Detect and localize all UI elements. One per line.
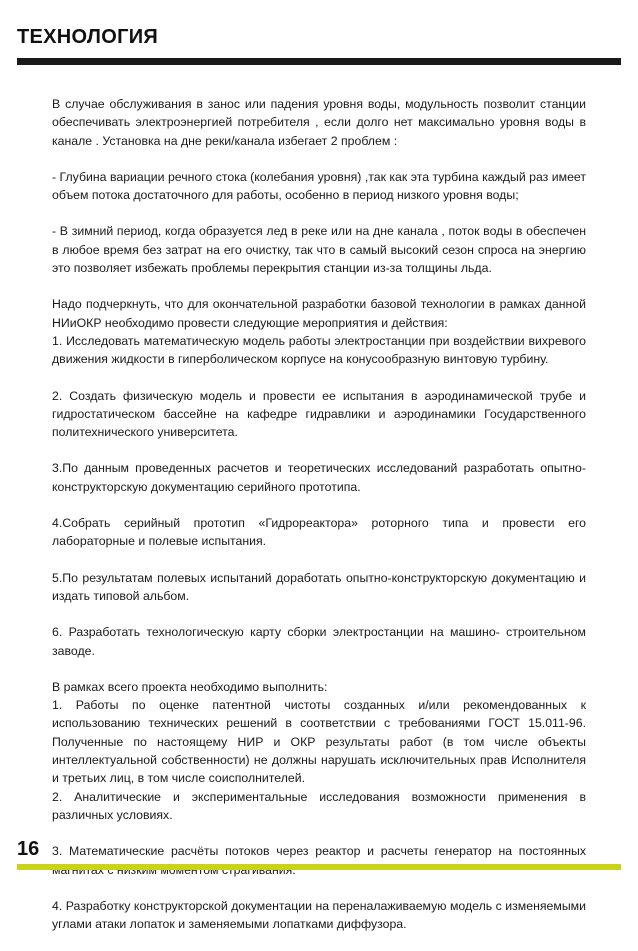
paragraph-project-item-3: 3. Математические расчёты потоков через реактор и расчеты генератор на постоянных bbox=[52, 844, 586, 859]
document-body bbox=[52, 95, 586, 951]
paragraph-measure-4: 4.Собрать серийный прототип «Гидрореактора» роторного типа и провести его лабораторные и полевые испытания. bbox=[52, 516, 586, 549]
paragraph-project-intro: В рамках всего проекта необходимо выполнить: bbox=[52, 679, 328, 694]
paragraph-project-item-4: 4. Разработку конструкторской документации на переналаживаемую модель с изменяемыми углами атаки лопаток и заменяемыми лопатками диффузора. bbox=[52, 898, 586, 932]
paragraph-project-item-2: 2. Аналитические и экспериментальные исследования возможности применения в различных условиях. bbox=[52, 789, 586, 822]
page-title: ТЕХНОЛОГИЯ bbox=[17, 26, 159, 48]
paragraph-intro: В случае обслуживания в занос или падения уровня воды, модульность позволит станции обеспечивать электроэнергией потребителя , если долго нет максимально уровня воды в канале . Установка на дне реки/канала избегает 2 проблем : bbox=[52, 97, 586, 148]
paragraph-measure-6: 6. Разработать технологическую карту сборки электростанции на машино- строительном заводе. bbox=[52, 625, 586, 658]
paragraph-measure-2: 2. Создать физическую модель и провести ее испытания в аэродинамической трубе и гидростатическом бассейне на кафедре гидравлики и аэродинамики Государственного политехнического университета. bbox=[52, 388, 586, 440]
paragraph-measure-3: 3.По данным проведенных расчетов и теоретических исследований разработать опытно-конструкторскую документацию серийного прототипа. bbox=[52, 461, 586, 494]
paragraph-project-item-1: 1. Работы по оценке патентной чистоты созданных и/или рекомендованных к использованию технических решений в соответствии с требованиями ГОСТ 15.011-96. Полученные по настоящему НИР и ОКР результаты работ (в том числе объекты интеллектуальной собственности) не должны нарушать исключительных прав Исполнителя и третьих лиц, в том числе соисполнителей. bbox=[52, 698, 586, 786]
paragraph-measures-intro: Надо подчеркнуть, что для окончательной разработки базовой технологии в рамках данной НИиОКР необходимо провести следующие мероприятия и действия: bbox=[52, 297, 586, 330]
paragraph-problem-2: - В зимний период, когда образуется лед в реке или на дне канала , поток воды в обеспечен в любое время без затрат на его очистку, так что в самый высокий сезон спроса на энергию это позволяет избежать проблемы перекрытия станции из-за толщины льда. bbox=[52, 224, 586, 276]
footer-divider bbox=[17, 864, 621, 870]
header-divider bbox=[17, 58, 621, 65]
paragraph-measure-5: 5.По результатам полевых испытаний доработать опытно-конструкторскую документацию и издать типовой альбом. bbox=[52, 570, 586, 603]
page-number: 16 bbox=[17, 838, 40, 860]
paragraph-problem-1: - Глубина вариации речного стока (колебания уровня) ,так как эта турбина каждый раз имеет объем потока достаточного для работы, особенно в период низкого уровня воды; bbox=[52, 169, 586, 203]
paragraph-measure-1: 1. Исследовать математическую модель работы электростанции при воздействии вихревого движения жидкости в гиперболическом корпусе на конусообразную винтовую турбину. bbox=[52, 333, 586, 367]
